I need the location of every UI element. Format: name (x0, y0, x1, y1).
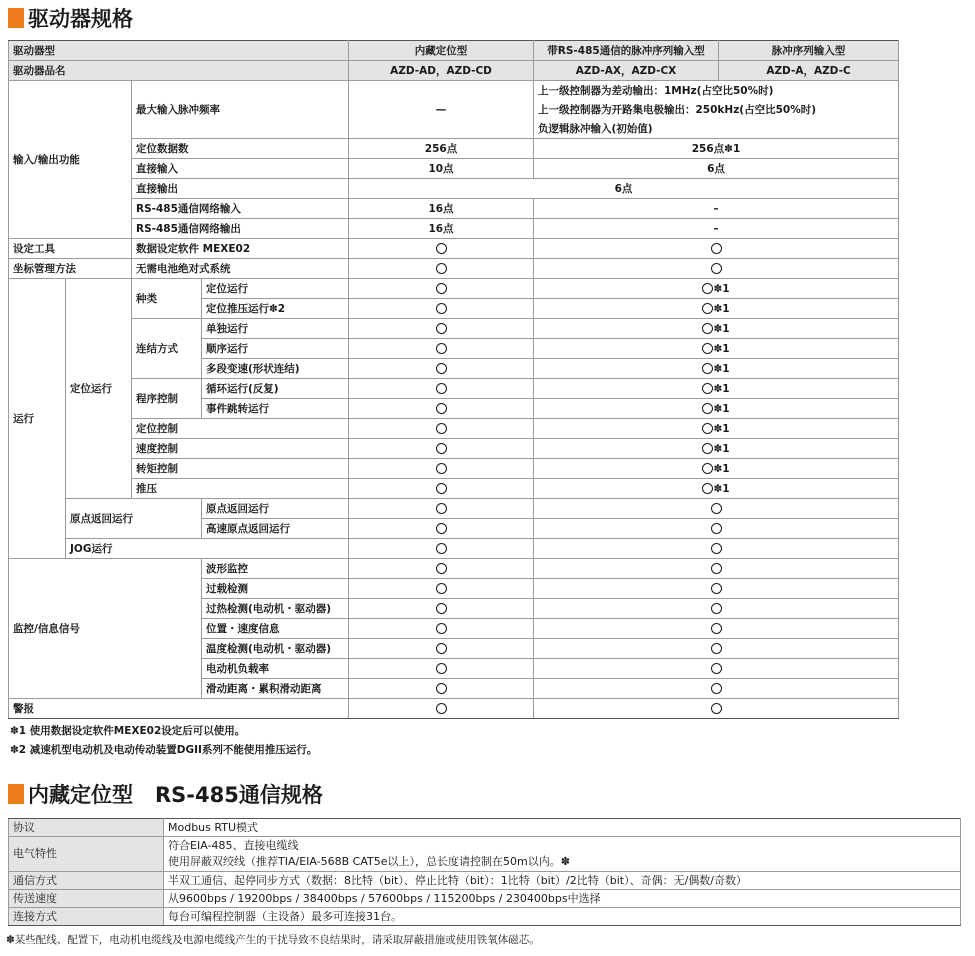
table-row (9, 379, 899, 399)
rs485-value: 半双工通信、起停同步方式（数据：8比特（bit）、停止比特（bit）：1比特（bit）/2比特（bit）、奇偶：无/偶数/奇数） (164, 872, 961, 890)
circle-mark-icon (702, 363, 713, 374)
section-title-text: 驱动器规格 (28, 7, 133, 31)
circle-mark-icon (702, 283, 713, 294)
table-row (9, 279, 899, 299)
section-title-driver-spec (8, 3, 133, 33)
home-item: 高速原点返回运行 (202, 519, 349, 539)
table-row (9, 837, 961, 872)
table-row (9, 179, 899, 199)
jog-label: JOG运行 (66, 539, 349, 559)
circle-mark-icon (702, 443, 713, 454)
circle-mark-icon (702, 383, 713, 394)
kind-item: 定位推压运行✽2 (202, 299, 349, 319)
circle-mark-icon (436, 443, 447, 454)
kind-label: 种类 (132, 279, 202, 319)
io-group-label: 输入/输出功能 (9, 81, 132, 239)
table-row (9, 81, 899, 101)
table-row (9, 239, 899, 259)
circle-mark-icon (436, 343, 447, 354)
rs-in-label: RS-485通信网络输入 (132, 199, 349, 219)
circle-mark-icon (436, 323, 447, 334)
circle-mark-icon (436, 563, 447, 574)
table-row (9, 908, 961, 926)
circle-mark-icon (436, 283, 447, 294)
driver-spec-table (8, 40, 899, 719)
circle-mark-icon (711, 623, 722, 634)
table-row (9, 41, 899, 61)
table-row (9, 159, 899, 179)
table-row (9, 419, 899, 439)
note-ref-1: ✽1 (713, 342, 730, 355)
monitor-item: 过热检测(电动机・驱动器) (202, 599, 349, 619)
link-label: 连结方式 (132, 319, 202, 379)
setting-item: 数据设定软件 MEXE02 (132, 239, 349, 259)
table-row (9, 259, 899, 279)
circle-mark-icon (436, 383, 447, 394)
circle-mark-icon (436, 303, 447, 314)
circle-mark-icon (711, 703, 722, 714)
rs485-label: 电气特性 (9, 837, 164, 872)
name-label: 驱动器品名 (9, 61, 349, 81)
rs485-footnote: ✽某些配线、配置下，电动机电缆线及电源电缆线产生的干扰导致不良结果时，请采取屏蔽措施或使用铁氧体磁芯。 (6, 934, 540, 946)
positioning-label: 定位运行 (66, 279, 132, 499)
link-item: 单独运行 (202, 319, 349, 339)
rs485-value-line: 符合EIA-485、直接电缆线 (168, 839, 299, 852)
circle-mark-icon (436, 623, 447, 634)
max-freq-label: 最大输入脉冲频率 (132, 81, 349, 139)
circle-mark-icon (702, 343, 713, 354)
col-pulse-input: 脉冲序列输入型 (719, 41, 899, 61)
note-ref-1: ✽1 (713, 362, 730, 375)
rs485-value: Modbus RTU模式 (164, 819, 961, 837)
direct-out-all: 6点 (349, 179, 899, 199)
program-item: 循环运行(反复) (202, 379, 349, 399)
max-freq-line-3: 负逻辑脉冲输入(初始值) (534, 119, 899, 139)
max-freq-col1: — (349, 81, 534, 139)
product-name-1: AZD-AD，AZD-CD (349, 61, 534, 81)
circle-mark-icon (436, 523, 447, 534)
monitor-item: 电动机负载率 (202, 659, 349, 679)
program-label: 程序控制 (132, 379, 202, 419)
push-label: 推压 (132, 479, 349, 499)
circle-mark-icon (436, 543, 447, 554)
table-row (9, 319, 899, 339)
operation-group-label: 运行 (9, 279, 66, 559)
circle-mark-icon (436, 603, 447, 614)
alarm-group-label: 警报 (9, 699, 349, 719)
circle-mark-icon (436, 403, 447, 414)
table-row (9, 872, 961, 890)
table-row (9, 219, 899, 239)
col-builtin-positioning: 内藏定位型 (349, 41, 534, 61)
circle-mark-icon (436, 363, 447, 374)
orange-square-icon (8, 8, 24, 28)
rs485-label: 传送速度 (9, 890, 164, 908)
monitor-item: 波形监控 (202, 559, 349, 579)
circle-mark-icon (436, 503, 447, 514)
monitor-item: 位置・速度信息 (202, 619, 349, 639)
home-item: 原点返回运行 (202, 499, 349, 519)
direct-out-label: 直接输出 (132, 179, 349, 199)
pos-data-label: 定位数据数 (132, 139, 349, 159)
circle-mark-icon (702, 323, 713, 334)
table-row (9, 699, 899, 719)
table-row (9, 439, 899, 459)
circle-mark-icon (436, 703, 447, 714)
circle-mark-icon (711, 643, 722, 654)
circle-mark-icon (702, 423, 713, 434)
table-row (9, 199, 899, 219)
table-row (9, 559, 899, 579)
circle-mark-icon (711, 263, 722, 274)
circle-mark-icon (436, 483, 447, 494)
rs485-value: 从9600bps / 19200bps / 38400bps / 57600bps / 115200bps / 230400bps中选择 (164, 890, 961, 908)
rs-in-col2: – (534, 199, 899, 219)
note-ref-1: ✽1 (713, 462, 730, 475)
circle-mark-icon (711, 663, 722, 674)
orange-square-icon (8, 784, 24, 804)
torque-control-label: 转矩控制 (132, 459, 349, 479)
table-row (9, 890, 961, 908)
link-item: 顺序运行 (202, 339, 349, 359)
rs-out-col2: – (534, 219, 899, 239)
circle-mark-icon (702, 303, 713, 314)
monitor-item: 滑动距离・累积滑动距离 (202, 679, 349, 699)
table-row (9, 139, 899, 159)
footnote-2: ✽2 减速机型电动机及电动传动装置DGII系列不能使用推压运行。 (10, 744, 318, 756)
circle-mark-icon (711, 543, 722, 554)
circle-mark-icon (711, 503, 722, 514)
circle-mark-icon (711, 603, 722, 614)
home-label: 原点返回运行 (66, 499, 202, 539)
pos-data-col1: 256点 (349, 139, 534, 159)
table-row (9, 479, 899, 499)
link-item: 多段变速(形状连结) (202, 359, 349, 379)
table-row (9, 459, 899, 479)
pos-data-col2: 256点✽1 (534, 139, 899, 159)
product-name-2: AZD-AX，AZD-CX (534, 61, 719, 81)
direct-in-col1: 10点 (349, 159, 534, 179)
product-name-3: AZD-A，AZD-C (719, 61, 899, 81)
circle-mark-icon (436, 463, 447, 474)
circle-mark-icon (436, 683, 447, 694)
monitor-group-label: 监控/信息信号 (9, 559, 202, 699)
circle-mark-icon (436, 243, 447, 254)
rs-in-col1: 16点 (349, 199, 534, 219)
section-title-rs485 (8, 779, 323, 809)
note-ref-1: ✽1 (713, 282, 730, 295)
direct-in-label: 直接输入 (132, 159, 349, 179)
rs485-label: 通信方式 (9, 872, 164, 890)
rs485-value: 每台可编程控制器（主设备）最多可连接31台。 (164, 908, 961, 926)
model-label: 驱动器型 (9, 41, 349, 61)
kind-item: 定位运行 (202, 279, 349, 299)
monitor-item: 温度检测(电动机・驱动器) (202, 639, 349, 659)
note-ref-1: ✽1 (713, 402, 730, 415)
circle-mark-icon (711, 563, 722, 574)
circle-mark-icon (711, 583, 722, 594)
note-ref-1: ✽1 (713, 422, 730, 435)
monitor-item: 过载检测 (202, 579, 349, 599)
section-title-text-a: 内藏定位型 (28, 783, 133, 807)
coord-item: 无需电池绝对式系统 (132, 259, 349, 279)
table-row (9, 819, 961, 837)
rs485-label: 连接方式 (9, 908, 164, 926)
note-ref-1: ✽1 (713, 302, 730, 315)
circle-mark-icon (711, 523, 722, 534)
pos-control-label: 定位控制 (132, 419, 349, 439)
col-rs485-pulse: 带RS-485通信的脉冲序列输入型 (534, 41, 719, 61)
section-title-text-b: RS-485通信规格 (155, 783, 323, 807)
circle-mark-icon (436, 643, 447, 654)
table-row (9, 61, 899, 81)
coord-group-label: 坐标管理方法 (9, 259, 132, 279)
circle-mark-icon (711, 683, 722, 694)
note-ref-1: ✽1 (713, 482, 730, 495)
direct-in-col2: 6点 (534, 159, 899, 179)
circle-mark-icon (702, 483, 713, 494)
circle-mark-icon (702, 463, 713, 474)
rs485-label: 协议 (9, 819, 164, 837)
note-ref-1: ✽1 (713, 442, 730, 455)
max-freq-line-2: 上一级控制器为开路集电极输出：250kHz(占空比50%时) (534, 100, 899, 119)
circle-mark-icon (711, 243, 722, 254)
circle-mark-icon (436, 583, 447, 594)
setting-group-label: 设定工具 (9, 239, 132, 259)
note-ref-1: ✽1 (713, 322, 730, 335)
table-row (9, 499, 899, 519)
note-ref-1: ✽1 (713, 382, 730, 395)
rs485-value-line: 使用屏蔽双绞线（推荐TIA/EIA-568B CAT5e以上），总长度请控制在50m以内。✽ (168, 855, 570, 868)
rs-out-label: RS-485通信网络输出 (132, 219, 349, 239)
rs-out-col1: 16点 (349, 219, 534, 239)
rs485-spec-table (8, 818, 961, 926)
program-item: 事件跳转运行 (202, 399, 349, 419)
circle-mark-icon (436, 423, 447, 434)
max-freq-line-1: 上一级控制器为差动输出：1MHz(占空比50%时) (534, 81, 899, 101)
rs485-value (164, 837, 961, 872)
circle-mark-icon (436, 263, 447, 274)
circle-mark-icon (702, 403, 713, 414)
speed-control-label: 速度控制 (132, 439, 349, 459)
table-row (9, 539, 899, 559)
footnote-1: ✽1 使用数据设定软件MEXE02设定后可以使用。 (10, 725, 246, 737)
circle-mark-icon (436, 663, 447, 674)
